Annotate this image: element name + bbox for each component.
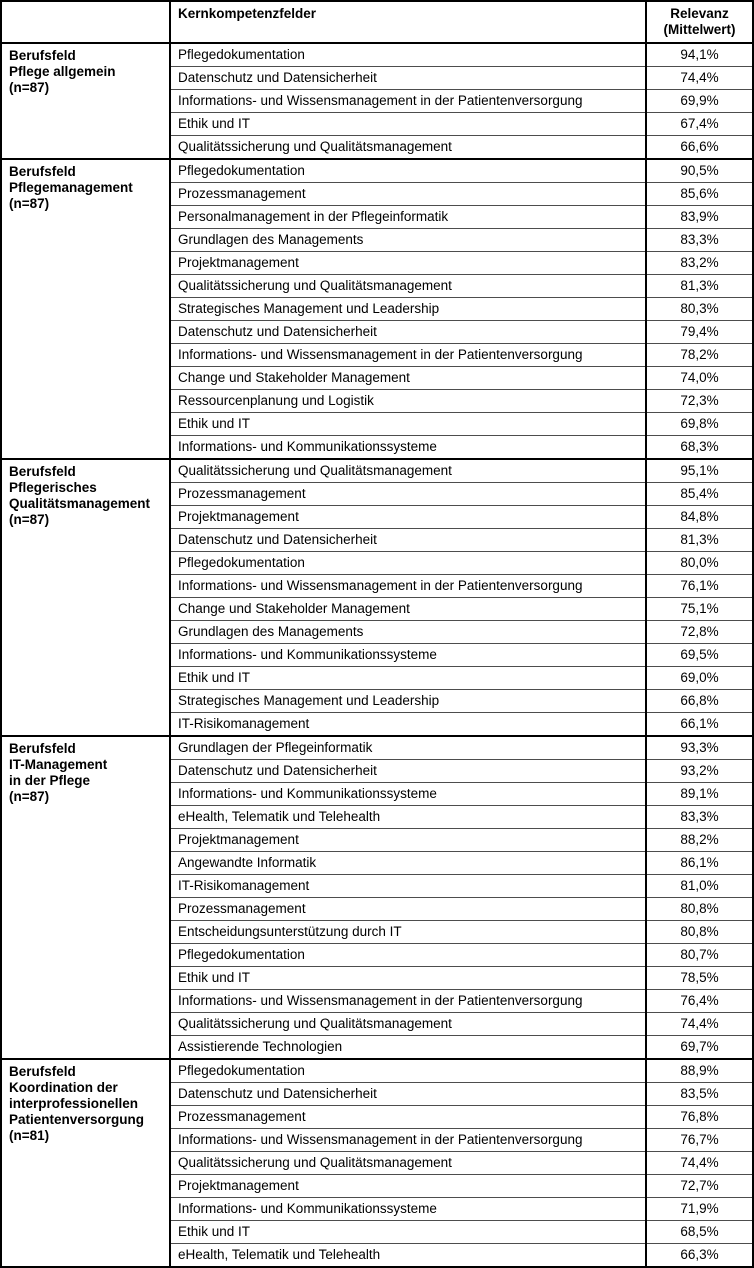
kernkompetenzfeld-cell: Grundlagen des Managements [170, 229, 646, 252]
relevanz-value-cell: 74,4% [646, 1013, 753, 1036]
berufsfeld-cell: Berufsfeld Pflege allgemein (n=87) [1, 43, 170, 159]
relevanz-value-cell: 85,4% [646, 483, 753, 506]
relevanz-value-cell: 76,1% [646, 575, 753, 598]
relevanz-value-cell: 83,3% [646, 229, 753, 252]
kernkompetenzfeld-cell: Qualitätssicherung und Qualitätsmanagement [170, 1152, 646, 1175]
kernkompetenzfeld-cell: Entscheidungsunterstützung durch IT [170, 921, 646, 944]
relevanz-value-cell: 72,8% [646, 621, 753, 644]
relevanz-value-cell: 81,0% [646, 875, 753, 898]
relevanz-value-cell: 69,0% [646, 667, 753, 690]
kernkompetenzfeld-cell: Informations- und Kommunikationssysteme [170, 783, 646, 806]
relevanz-value-cell: 76,4% [646, 990, 753, 1013]
kernkompetenzfeld-cell: Prozessmanagement [170, 898, 646, 921]
relevanz-value-cell: 74,4% [646, 1152, 753, 1175]
relevanz-value-cell: 86,1% [646, 852, 753, 875]
kernkompetenzfeld-cell: Ethik und IT [170, 113, 646, 136]
kernkompetenzfeld-cell: Ressourcenplanung und Logistik [170, 390, 646, 413]
relevanz-value-cell: 66,6% [646, 136, 753, 160]
kernkompetenzfeld-cell: Informations- und Kommunikationssysteme [170, 644, 646, 667]
relevanz-value-cell: 83,5% [646, 1083, 753, 1106]
kernkompetenzfeld-cell: Change und Stakeholder Management [170, 367, 646, 390]
kernkompetenzfeld-cell: Personalmanagement in der Pflegeinformatik [170, 206, 646, 229]
berufsfeld-cell: Berufsfeld Pflegerisches Qualitätsmanagement (n=87) [1, 459, 170, 736]
kernkompetenzfeld-cell: IT-Risikomanagement [170, 875, 646, 898]
relevanz-value-cell: 66,8% [646, 690, 753, 713]
kernkompetenzfeld-cell: Strategisches Management und Leadership [170, 690, 646, 713]
relevanz-value-cell: 69,9% [646, 90, 753, 113]
kernkompetenzfeld-cell: Qualitätssicherung und Qualitätsmanagement [170, 1013, 646, 1036]
kernkompetenzfeld-cell: Informations- und Kommunikationssysteme [170, 436, 646, 460]
relevanz-value-cell: 66,3% [646, 1244, 753, 1268]
relevanz-value-cell: 71,9% [646, 1198, 753, 1221]
table-body [1, 43, 753, 1267]
kernkompetenzfeld-cell: Change und Stakeholder Management [170, 598, 646, 621]
relevanz-value-cell: 89,1% [646, 783, 753, 806]
kernkompetenzfeld-cell: Grundlagen des Managements [170, 621, 646, 644]
relevanz-value-cell: 94,1% [646, 43, 753, 67]
relevanz-value-cell: 81,3% [646, 275, 753, 298]
relevanz-value-cell: 80,0% [646, 552, 753, 575]
table-row [1, 459, 753, 483]
relevanz-value-cell: 74,0% [646, 367, 753, 390]
kernkompetenzfeld-cell: IT-Risikomanagement [170, 713, 646, 737]
kernkompetenzfeld-cell: Strategisches Management und Leadership [170, 298, 646, 321]
kernkompetenzfeld-cell: Pflegedokumentation [170, 159, 646, 183]
header-cell-relevanz-mittelwert: Relevanz (Mittelwert) [646, 1, 753, 43]
relevanz-value-cell: 88,2% [646, 829, 753, 852]
relevanz-value-cell: 67,4% [646, 113, 753, 136]
kernkompetenzfeld-cell: Pflegedokumentation [170, 43, 646, 67]
relevanz-value-cell: 93,3% [646, 736, 753, 760]
relevanz-value-cell: 74,4% [646, 67, 753, 90]
relevanz-value-cell: 68,5% [646, 1221, 753, 1244]
relevanz-value-cell: 66,1% [646, 713, 753, 737]
relevanz-value-cell: 80,8% [646, 898, 753, 921]
relevanz-value-cell: 80,7% [646, 944, 753, 967]
kernkompetenzfeld-cell: Pflegedokumentation [170, 1059, 646, 1083]
kernkompetenzfeld-cell: eHealth, Telematik und Telehealth [170, 1244, 646, 1268]
relevanz-value-cell: 78,5% [646, 967, 753, 990]
kernkompetenzfeld-cell: Informations- und Kommunikationssysteme [170, 1198, 646, 1221]
kernkompetenzfeld-cell: Ethik und IT [170, 1221, 646, 1244]
relevanz-value-cell: 83,9% [646, 206, 753, 229]
kernkompetenzfeld-cell: Projektmanagement [170, 252, 646, 275]
relevanz-value-cell: 81,3% [646, 529, 753, 552]
relevanz-value-cell: 68,3% [646, 436, 753, 460]
header-cell-berufsfeld [1, 1, 170, 43]
relevanz-value-cell: 69,5% [646, 644, 753, 667]
relevanz-value-cell: 83,3% [646, 806, 753, 829]
berufsfeld-cell: Berufsfeld IT-Management in der Pflege (n=87) [1, 736, 170, 1059]
relevanz-value-cell: 80,8% [646, 921, 753, 944]
relevanz-value-cell: 75,1% [646, 598, 753, 621]
kernkompetenzfeld-cell: Informations- und Wissensmanagement in der Patientenversorgung [170, 1129, 646, 1152]
kernkompetenzfeld-cell: Datenschutz und Datensicherheit [170, 529, 646, 552]
relevanz-value-cell: 83,2% [646, 252, 753, 275]
kernkompetenzfeld-cell: Prozessmanagement [170, 483, 646, 506]
kernkompetenzfeld-cell: Datenschutz und Datensicherheit [170, 67, 646, 90]
kernkompetenzfeld-cell: Prozessmanagement [170, 183, 646, 206]
kernkompetenzfeld-cell: Datenschutz und Datensicherheit [170, 321, 646, 344]
kernkompetenzfeld-cell: Informations- und Wissensmanagement in der Patientenversorgung [170, 990, 646, 1013]
kernkompetenzfeld-cell: Projektmanagement [170, 829, 646, 852]
kernkompetenzfeld-cell: Assistierende Technologien [170, 1036, 646, 1060]
table-row [1, 1059, 753, 1083]
table-row [1, 159, 753, 183]
berufsfeld-cell: Berufsfeld Koordination der interprofessionellen Patientenversorgung (n=81) [1, 1059, 170, 1267]
relevanz-value-cell: 69,7% [646, 1036, 753, 1060]
kernkompetenzfeld-cell: Qualitätssicherung und Qualitätsmanagement [170, 136, 646, 160]
kernkompetenzfeld-cell: Projektmanagement [170, 506, 646, 529]
table-row [1, 43, 753, 67]
relevanz-value-cell: 95,1% [646, 459, 753, 483]
relevanz-value-cell: 80,3% [646, 298, 753, 321]
kernkompetenzfeld-cell: Datenschutz und Datensicherheit [170, 760, 646, 783]
kernkompetenzfeld-cell: Pflegedokumentation [170, 944, 646, 967]
kernkompetenzfeld-cell: Qualitätssicherung und Qualitätsmanagement [170, 275, 646, 298]
kernkompetenzfeld-cell: Grundlagen der Pflegeinformatik [170, 736, 646, 760]
relevanz-value-cell: 72,7% [646, 1175, 753, 1198]
kernkompetenzfeld-cell: Informations- und Wissensmanagement in der Patientenversorgung [170, 90, 646, 113]
relevanz-value-cell: 72,3% [646, 390, 753, 413]
kernkompetenzfeld-cell: Informations- und Wissensmanagement in der Patientenversorgung [170, 344, 646, 367]
kernkompetenzfeld-cell: Projektmanagement [170, 1175, 646, 1198]
kernkompetenzfeld-cell: Ethik und IT [170, 667, 646, 690]
kernkompetenzfeld-cell: Ethik und IT [170, 413, 646, 436]
relevanz-value-cell: 84,8% [646, 506, 753, 529]
relevanz-value-cell: 88,9% [646, 1059, 753, 1083]
relevanz-value-cell: 79,4% [646, 321, 753, 344]
relevanz-value-cell: 85,6% [646, 183, 753, 206]
relevanz-value-cell: 78,2% [646, 344, 753, 367]
kernkompetenzfeld-cell: eHealth, Telematik und Telehealth [170, 806, 646, 829]
kernkompetenzfeld-cell: Qualitätssicherung und Qualitätsmanagement [170, 459, 646, 483]
relevanz-value-cell: 93,2% [646, 760, 753, 783]
table-row [1, 736, 753, 760]
relevanz-value-cell: 90,5% [646, 159, 753, 183]
relevanz-value-cell: 69,8% [646, 413, 753, 436]
header-cell-kernkompetenzfelder: Kernkompetenzfelder [170, 1, 646, 43]
kernkompetenzfeld-cell: Ethik und IT [170, 967, 646, 990]
relevanz-value-cell: 76,8% [646, 1106, 753, 1129]
kernkompetenzfeld-cell: Pflegedokumentation [170, 552, 646, 575]
kernkompetenzfeld-cell: Prozessmanagement [170, 1106, 646, 1129]
kernkompetenzfeld-cell: Informations- und Wissensmanagement in der Patientenversorgung [170, 575, 646, 598]
relevanz-value-cell: 76,7% [646, 1129, 753, 1152]
header-row [1, 1, 753, 43]
kernkompetenzfeld-cell: Datenschutz und Datensicherheit [170, 1083, 646, 1106]
berufsfeld-cell: Berufsfeld Pflegemanagement (n=87) [1, 159, 170, 459]
kernkompetenzfeld-cell: Angewandte Informatik [170, 852, 646, 875]
